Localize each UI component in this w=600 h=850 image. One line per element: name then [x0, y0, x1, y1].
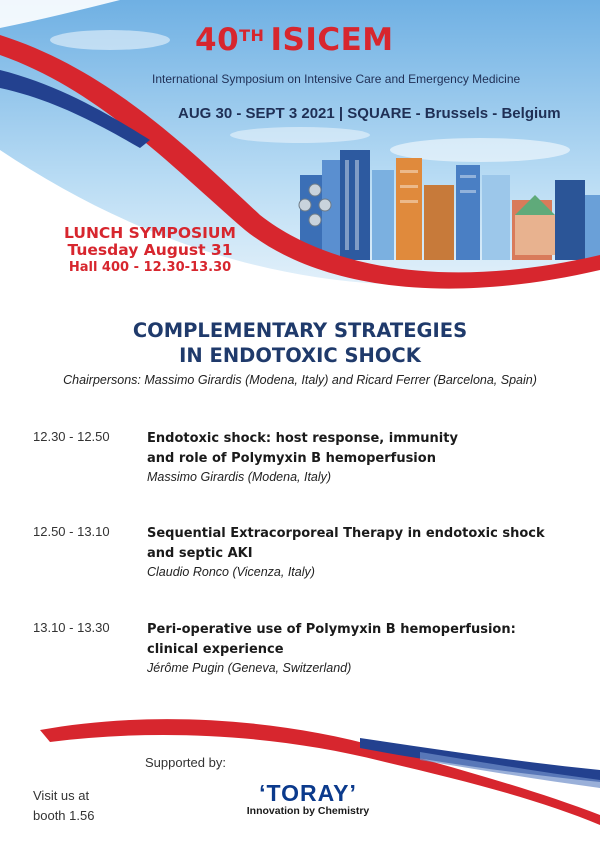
session-time: 12.30 - 12.50	[33, 429, 110, 444]
footer-swoosh	[0, 700, 600, 850]
chairpersons: Chairpersons: Massimo Girardis (Modena, Italy) and Ricard Ferrer (Barcelona, Spain)	[63, 373, 537, 387]
conference-dates: AUG 30 - SEPT 3 2021 | SQUARE - Brussels - Belgium	[178, 105, 561, 122]
title-number: 40	[195, 22, 240, 58]
session-title-line1: Peri-operative use of Polymyxin B hemoperfusion:	[147, 622, 516, 637]
session-speaker: Massimo Girardis (Modena, Italy)	[147, 470, 332, 484]
booth-line2: booth 1.56	[33, 808, 95, 823]
booth-line1: Visit us at	[33, 788, 90, 803]
session-speaker: Claudio Ronco (Vicenza, Italy)	[147, 565, 315, 579]
session-title-line2: clinical experience	[147, 642, 284, 657]
title-name: ISICEM	[270, 22, 394, 58]
session-time: 12.50 - 13.10	[33, 524, 110, 539]
session-title	[147, 429, 458, 469]
session-title-line2: and septic AKI	[147, 546, 253, 561]
logo-brand: ‘TORAY’	[259, 780, 357, 806]
conference-subtitle: International Symposium on Intensive Care and Emergency Medicine	[152, 72, 521, 86]
lunch-day: Tuesday August 31	[67, 241, 233, 259]
booth-info	[33, 786, 94, 826]
title-ordinal: TH	[239, 26, 265, 45]
symposium-title-line2: IN ENDOTOXIC SHOCK	[179, 344, 421, 367]
session-title-line1: Sequential Extracorporeal Therapy in endotoxic shock	[147, 526, 545, 541]
session-speaker: Jérôme Pugin (Geneva, Switzerland)	[147, 661, 352, 675]
session-title	[147, 524, 545, 564]
session-title-line1: Endotoxic shock: host response, immunity	[147, 431, 458, 446]
toray-logo	[238, 780, 378, 817]
session-title	[147, 620, 516, 660]
symposium-title	[0, 318, 600, 368]
footer-swoosh-art	[0, 700, 600, 850]
lunch-hall: Hall 400 - 12.30-13.30	[68, 260, 232, 275]
logo-tagline: Innovation by Chemistry	[246, 805, 370, 817]
session-title-line2: and role of Polymyxin B hemoperfusion	[147, 451, 436, 466]
lunch-label: LUNCH SYMPOSIUM	[64, 224, 236, 242]
symposium-title-line1: COMPLEMENTARY STRATEGIES	[132, 319, 468, 342]
supported-by-label: Supported by:	[145, 755, 226, 770]
lunch-symposium-block	[35, 224, 265, 275]
session-time: 13.10 - 13.30	[33, 620, 110, 635]
conference-title	[195, 22, 394, 58]
